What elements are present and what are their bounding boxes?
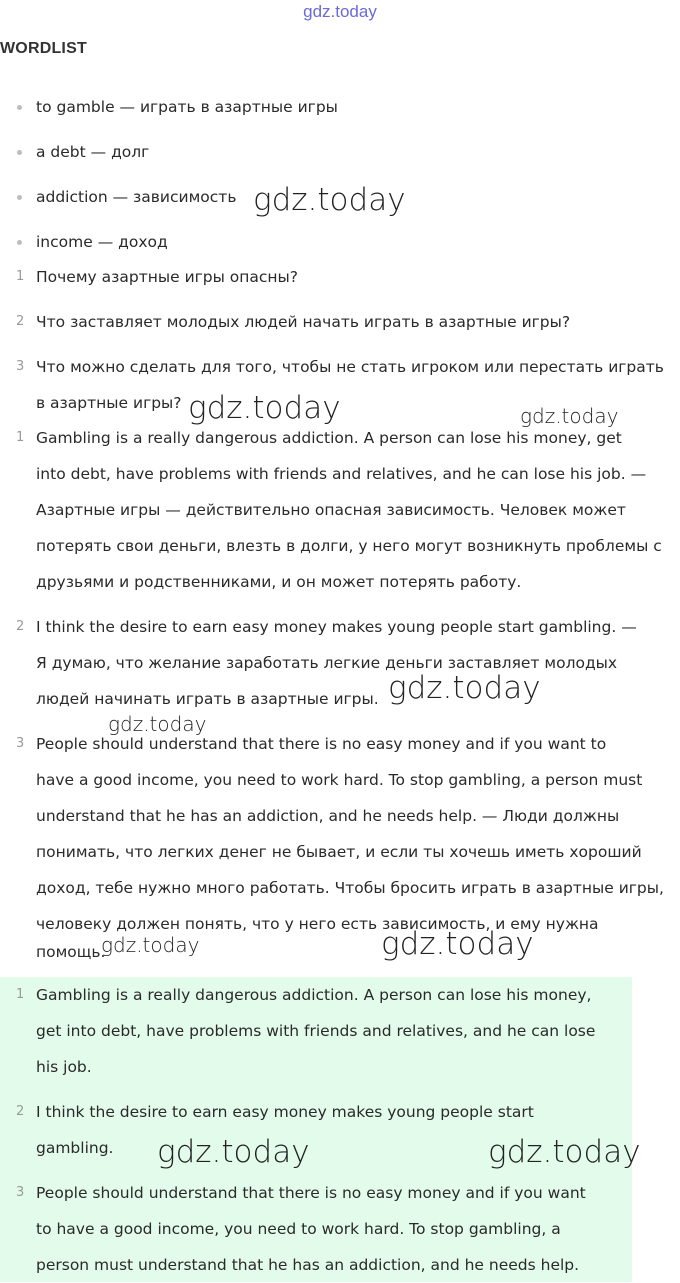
item-number: 2: [16, 1104, 25, 1119]
bullet-icon: [17, 195, 22, 200]
line: get into debt, have problems with friends and relatives, and he can lose: [36, 1022, 596, 1040]
list-item: [0, 134, 338, 179]
item-number: 1: [16, 987, 25, 1002]
watermark: gdz.today: [381, 926, 534, 962]
wordlist-text: a debt — долг: [36, 143, 150, 161]
item-number: 1: [16, 269, 25, 284]
answer-item: [0, 1175, 595, 1283]
list-item: [0, 224, 338, 260]
line: человеку должен понять, что у него есть зависимость, и ему нужна: [36, 915, 599, 933]
wordlist-text: addiction — зависимость: [36, 188, 237, 206]
wordlist-text: to gamble — играть в азартные игры: [36, 98, 338, 116]
line: доход, тебе нужно много работать. Чтобы бросить играть в азартные игры,: [36, 879, 664, 897]
line: потерять свои деньги, влезть в долги, у него могут возникнуть проблемы с: [36, 537, 662, 555]
watermark: gdz.today: [488, 1134, 641, 1170]
watermark: gdz.today: [520, 404, 619, 428]
line: person must understand that he has an addiction, and he needs help.: [36, 1256, 580, 1274]
answer-item: [0, 420, 664, 600]
question-item: [0, 259, 664, 295]
line: his job.: [36, 1058, 92, 1076]
line: gambling.: [36, 1139, 114, 1157]
line: понимать, что легких денег не бывает, и если ты хочешь иметь хороший: [36, 843, 642, 861]
watermark: gdz.today: [253, 182, 406, 218]
line: Gambling is a really dangerous addiction. A person can lose his money, get: [36, 429, 622, 447]
line: Я думаю, что желание заработать легкие деньги заставляет молодых: [36, 654, 618, 672]
line: I think the desire to earn easy money makes young people start: [36, 1103, 534, 1121]
line: have a good income, you need to work hard. To stop gambling, a person must: [36, 771, 643, 789]
bullet-icon: [17, 150, 22, 155]
bullet-icon: [17, 240, 22, 245]
watermark: gdz.today: [157, 1134, 310, 1170]
line: друзьями и родственниками, и он может потерять работу.: [36, 573, 522, 591]
watermark: gdz.today: [388, 670, 541, 706]
watermark: gdz.today: [108, 712, 207, 736]
question-item: [0, 304, 664, 340]
wordlist: [0, 89, 338, 260]
line: into debt, have problems with friends and relatives, and he can lose his job. —: [36, 465, 647, 483]
bullet-icon: [17, 105, 22, 110]
line: Что заставляет молодых людей начать играть в азартные игры?: [36, 313, 571, 331]
wordlist-text: income — доход: [36, 233, 168, 251]
item-number: 3: [16, 736, 25, 751]
item-number: 3: [16, 1185, 25, 1200]
watermark: gdz.today: [188, 390, 341, 426]
line: to have a good income, you need to work hard. To stop gambling, a: [36, 1220, 561, 1238]
answer-item: [0, 609, 664, 717]
line: помощь.: [36, 943, 106, 961]
line: I think the desire to earn easy money makes young people start gambling. —: [36, 618, 637, 636]
line: Азартные игры — действительно опасная зависимость. Человек может: [36, 501, 626, 519]
line: People should understand that there is no easy money and if you want: [36, 1184, 586, 1202]
english-answers: [0, 977, 595, 1283]
line: людей начинать играть в азартные игры.: [36, 690, 379, 708]
header-watermark: gdz.today: [303, 2, 377, 21]
wordlist-heading: WORDLIST: [0, 40, 87, 57]
item-number: 3: [16, 359, 25, 374]
line: Почему азартные игры опасны?: [36, 268, 299, 286]
line: в азартные игры?: [36, 394, 182, 412]
item-number: 2: [16, 314, 25, 329]
list-item: [0, 89, 338, 134]
answers: [0, 420, 664, 962]
line: People should understand that there is no easy money and if you want to: [36, 735, 607, 753]
line: understand that he has an addiction, and he needs help. — Люди должны: [36, 807, 620, 825]
item-number: 1: [16, 430, 25, 445]
line: Что можно сделать для того, чтобы не стать игроком или перестать играть: [36, 358, 664, 376]
answer-item: [0, 726, 664, 962]
watermark: gdz.today: [101, 933, 200, 957]
line: Gambling is a really dangerous addiction. A person can lose his money,: [36, 986, 592, 1004]
answer-item: [0, 977, 595, 1085]
item-number: 2: [16, 619, 25, 634]
